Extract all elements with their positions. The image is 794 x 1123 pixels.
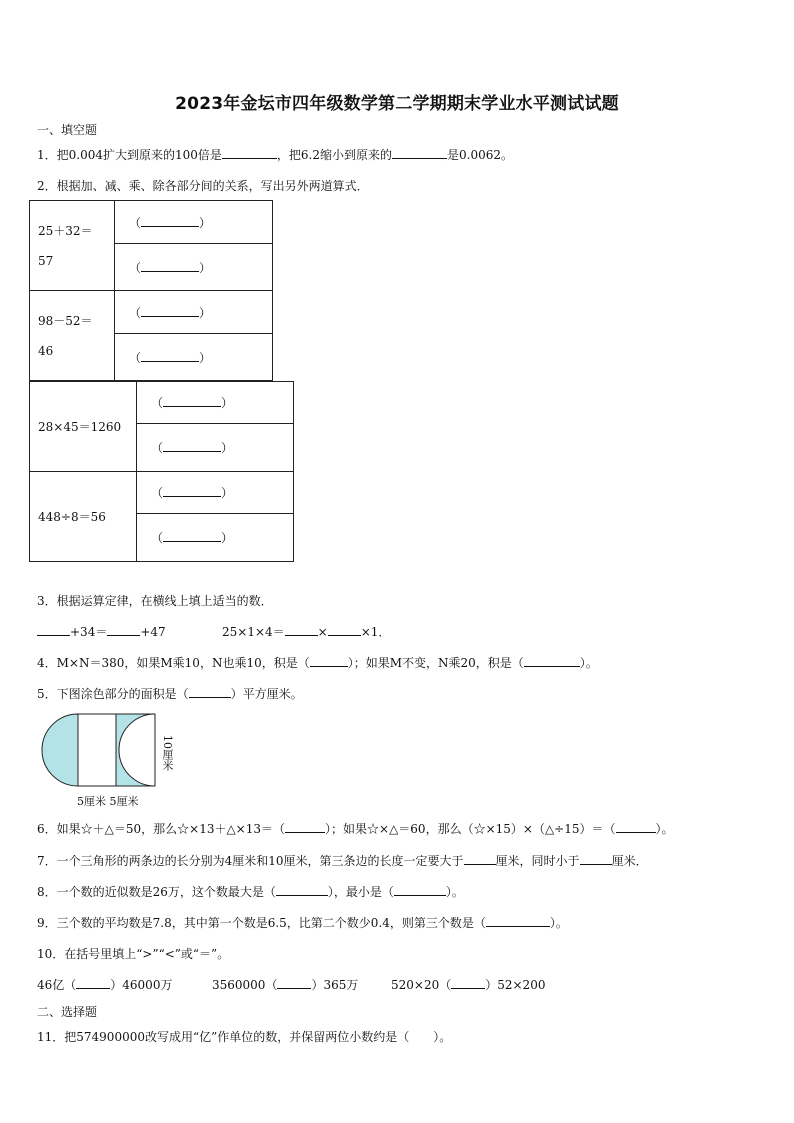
- equation-result: 46: [38, 343, 54, 358]
- q10-item-2: [212, 976, 358, 993]
- question-1: [37, 146, 513, 163]
- q10-text: 520×20（: [391, 978, 452, 992]
- q1-text-a: 1．把0.004扩大到原来的100倍是: [37, 148, 222, 162]
- q10-text: ）52×200: [485, 978, 546, 992]
- q7-blank-1[interactable]: [464, 853, 496, 865]
- q6-text: ）；如果☆×△＝60，那么（☆×15）×（△÷15）＝（: [325, 822, 616, 836]
- q1-text-c: 是0.0062。: [447, 148, 513, 162]
- q6-text: 6．如果☆＋△＝50，那么☆×13＋△×13＝（: [37, 822, 286, 836]
- q6-blank-2[interactable]: [616, 821, 656, 833]
- q3-blank-4[interactable]: [328, 624, 361, 636]
- q10-text: ）365万: [311, 978, 359, 992]
- q8-blank-2[interactable]: [394, 884, 446, 896]
- answer-cell[interactable]: （ ）: [115, 334, 273, 381]
- equation-result: 57: [38, 253, 54, 268]
- q3-blank-2[interactable]: [107, 624, 140, 636]
- q4-text: 4．M×N＝380，如果M乘10，N也乘10，积是（: [37, 656, 310, 670]
- question-6: [37, 820, 674, 837]
- q5-text: 5．下图涂色部分的面积是（: [37, 687, 189, 701]
- q8-blank-1[interactable]: [276, 884, 328, 896]
- q10-blank-1[interactable]: [76, 977, 110, 989]
- left-semicircle: [42, 714, 78, 786]
- q4-blank-2[interactable]: [524, 655, 580, 667]
- q1-text-b: ，把6.2缩小到原来的: [276, 148, 392, 162]
- q3-text: 25×1×4＝: [222, 625, 285, 639]
- equation-cell: [30, 472, 137, 562]
- equation-cell: [30, 382, 137, 472]
- equation-cell: [30, 291, 115, 381]
- page-title: 2023年金坛市四年级数学第二学期期末学业水平测试试题: [175, 94, 619, 114]
- question-9: [37, 914, 568, 931]
- equation-table-1: [29, 200, 273, 381]
- question-2: 2．根据加、减、乘、除各部分间的关系，写出另外两道算式．: [37, 179, 369, 193]
- equation-text: 28×45＝1260: [38, 419, 122, 434]
- q10-blank-3[interactable]: [451, 977, 485, 989]
- q6-blank-1[interactable]: [285, 821, 325, 833]
- q9-text: 9．三个数的平均数是7.8，其中第一个数是6.5，比第二个数少0.4，则第三个数是（: [37, 916, 486, 930]
- q10-item-3: [391, 976, 545, 993]
- question-8: [37, 883, 464, 900]
- q4-text: ）；如果M不变，N乘20，积是（: [347, 656, 524, 670]
- q9-blank[interactable]: [486, 915, 550, 927]
- bottom-length-label: 5厘米 5厘米: [77, 795, 139, 808]
- q3-blank-3[interactable]: [285, 624, 318, 636]
- q8-text: 8．一个数的近似数是26万，这个数最大是（: [37, 885, 276, 899]
- question-3: 3．根据运算定律，在横线上填上适当的数．: [37, 594, 273, 608]
- question-10: 10．在括号里填上“>”“<”或“＝”。: [37, 947, 230, 961]
- q4-text: ）。: [579, 656, 598, 670]
- q7-text: 7．一个三角形的两条边的长分别为4厘米和10厘米，第三条边的长度一定要大于: [37, 854, 464, 868]
- q10-blank-2[interactable]: [277, 977, 311, 989]
- answer-cell[interactable]: （ ）: [137, 472, 294, 514]
- q7-text: 厘米，同时小于: [495, 854, 580, 868]
- q3-line-b: [222, 623, 390, 640]
- q6-text: ）。: [655, 822, 674, 836]
- q8-text: ）。: [445, 885, 464, 899]
- equation-text: 25＋32＝: [38, 223, 93, 238]
- q8-text: ），最小是（: [327, 885, 394, 899]
- q3-blank-1[interactable]: [37, 624, 70, 636]
- q3-text: ×1．: [360, 625, 391, 639]
- q10-text: 3560000（: [212, 978, 278, 992]
- q7-blank-2[interactable]: [580, 853, 612, 865]
- q5-blank[interactable]: [189, 686, 231, 698]
- middle-shaded-region: [116, 714, 155, 786]
- answer-cell[interactable]: （ ）: [115, 244, 273, 291]
- equation-text: 98－52＝: [38, 313, 93, 328]
- answer-cell[interactable]: （ ）: [137, 514, 294, 562]
- section-heading-fill-blank: 一、填空题: [37, 123, 98, 137]
- q4-blank-1[interactable]: [310, 655, 348, 667]
- q10-item-1: [37, 976, 172, 993]
- question-11: 11．把574900000改写成用“亿”作单位的数，并保留两位小数约是（ ）。: [37, 1030, 452, 1044]
- answer-cell[interactable]: （ ）: [137, 424, 294, 472]
- q3-text: +34＝: [70, 625, 108, 639]
- q1-blank-2[interactable]: [392, 147, 447, 159]
- q9-text: ）。: [549, 916, 568, 930]
- q3-text: +47: [140, 625, 166, 639]
- equation-cell: [30, 201, 115, 291]
- q7-text: 厘米．: [611, 854, 648, 868]
- equation-table-2: [29, 381, 294, 562]
- section-heading-multiple-choice: 二、选择题: [37, 1005, 98, 1019]
- answer-cell[interactable]: （ ）: [137, 382, 294, 424]
- answer-cell[interactable]: （ ）: [115, 201, 273, 244]
- q10-text: ）46000万: [110, 978, 173, 992]
- equation-text: 448÷8＝56: [38, 509, 106, 524]
- question-4: [37, 654, 598, 671]
- side-length-label: 10厘米: [161, 735, 174, 771]
- q3-line-a: [37, 623, 166, 640]
- q10-text: 46亿（: [37, 978, 77, 992]
- question-7: [37, 852, 648, 869]
- answer-cell[interactable]: （ ）: [115, 291, 273, 334]
- question-5: [37, 685, 303, 702]
- q1-blank-1[interactable]: [222, 147, 277, 159]
- q5-text: ）平方厘米。: [230, 687, 303, 701]
- q3-text: ×: [317, 625, 328, 639]
